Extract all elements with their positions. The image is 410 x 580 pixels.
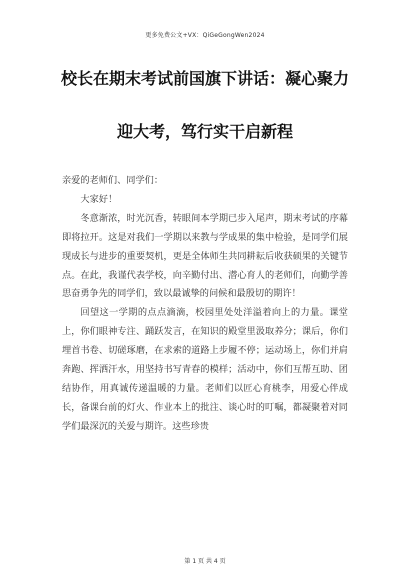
body-paragraph: 冬意渐浓，时光沉香，转眼间本学期已步入尾声，期末考试的序幕即将拉开。这是对我们一学期以来教与学成果的集中检验，是同学们展现成长与进步的重要契机，更是全体师生共同耕耘后收获硕果的关键节点。在此，我谨代表学校，向辛勤付出、潜心育人的老师们，向勤学善思奋勇争先的同学们，致以最诚挚的问候和最殷切的期许！ (62, 212, 348, 300)
greeting: 大家好！ (80, 193, 118, 205)
document-title-line-1: 校长在期末考试前国旗下讲话：凝心聚力 (60, 69, 349, 88)
salutation: 亲爱的老师们、同学们： (62, 175, 164, 186)
document-body (62, 172, 348, 437)
page-footer: 第 1 页 共 4 页 (184, 558, 226, 565)
body-paragraph: 回望这一学期的点点滴滴，校园里处处洋溢着向上的力量。课堂上，你们眼神专注、踊跃发言，在知识的殿堂里汲取养分；课后，你们埋首书卷、切磋琢磨，在求索的道路上步履不停；运动场上，你们并肩奔跑、挥洒汗水，用坚持书写青春的模样；活动中，你们互帮互助、团结协作，用真诚传递温暖的力量。老师们以匠心育桃李，用爱心伴成长，备课台前的灯火、作业本上的批注、谈心时的叮嘱，都凝聚着对同学们最深沉的关爱与期许。这些珍贵 (62, 307, 348, 432)
header-note: 更多免费公文+VX：QiGeGongWen2024 (145, 32, 265, 39)
document-title-line-2: 迎大考，笃行实干启新程 (116, 122, 293, 141)
